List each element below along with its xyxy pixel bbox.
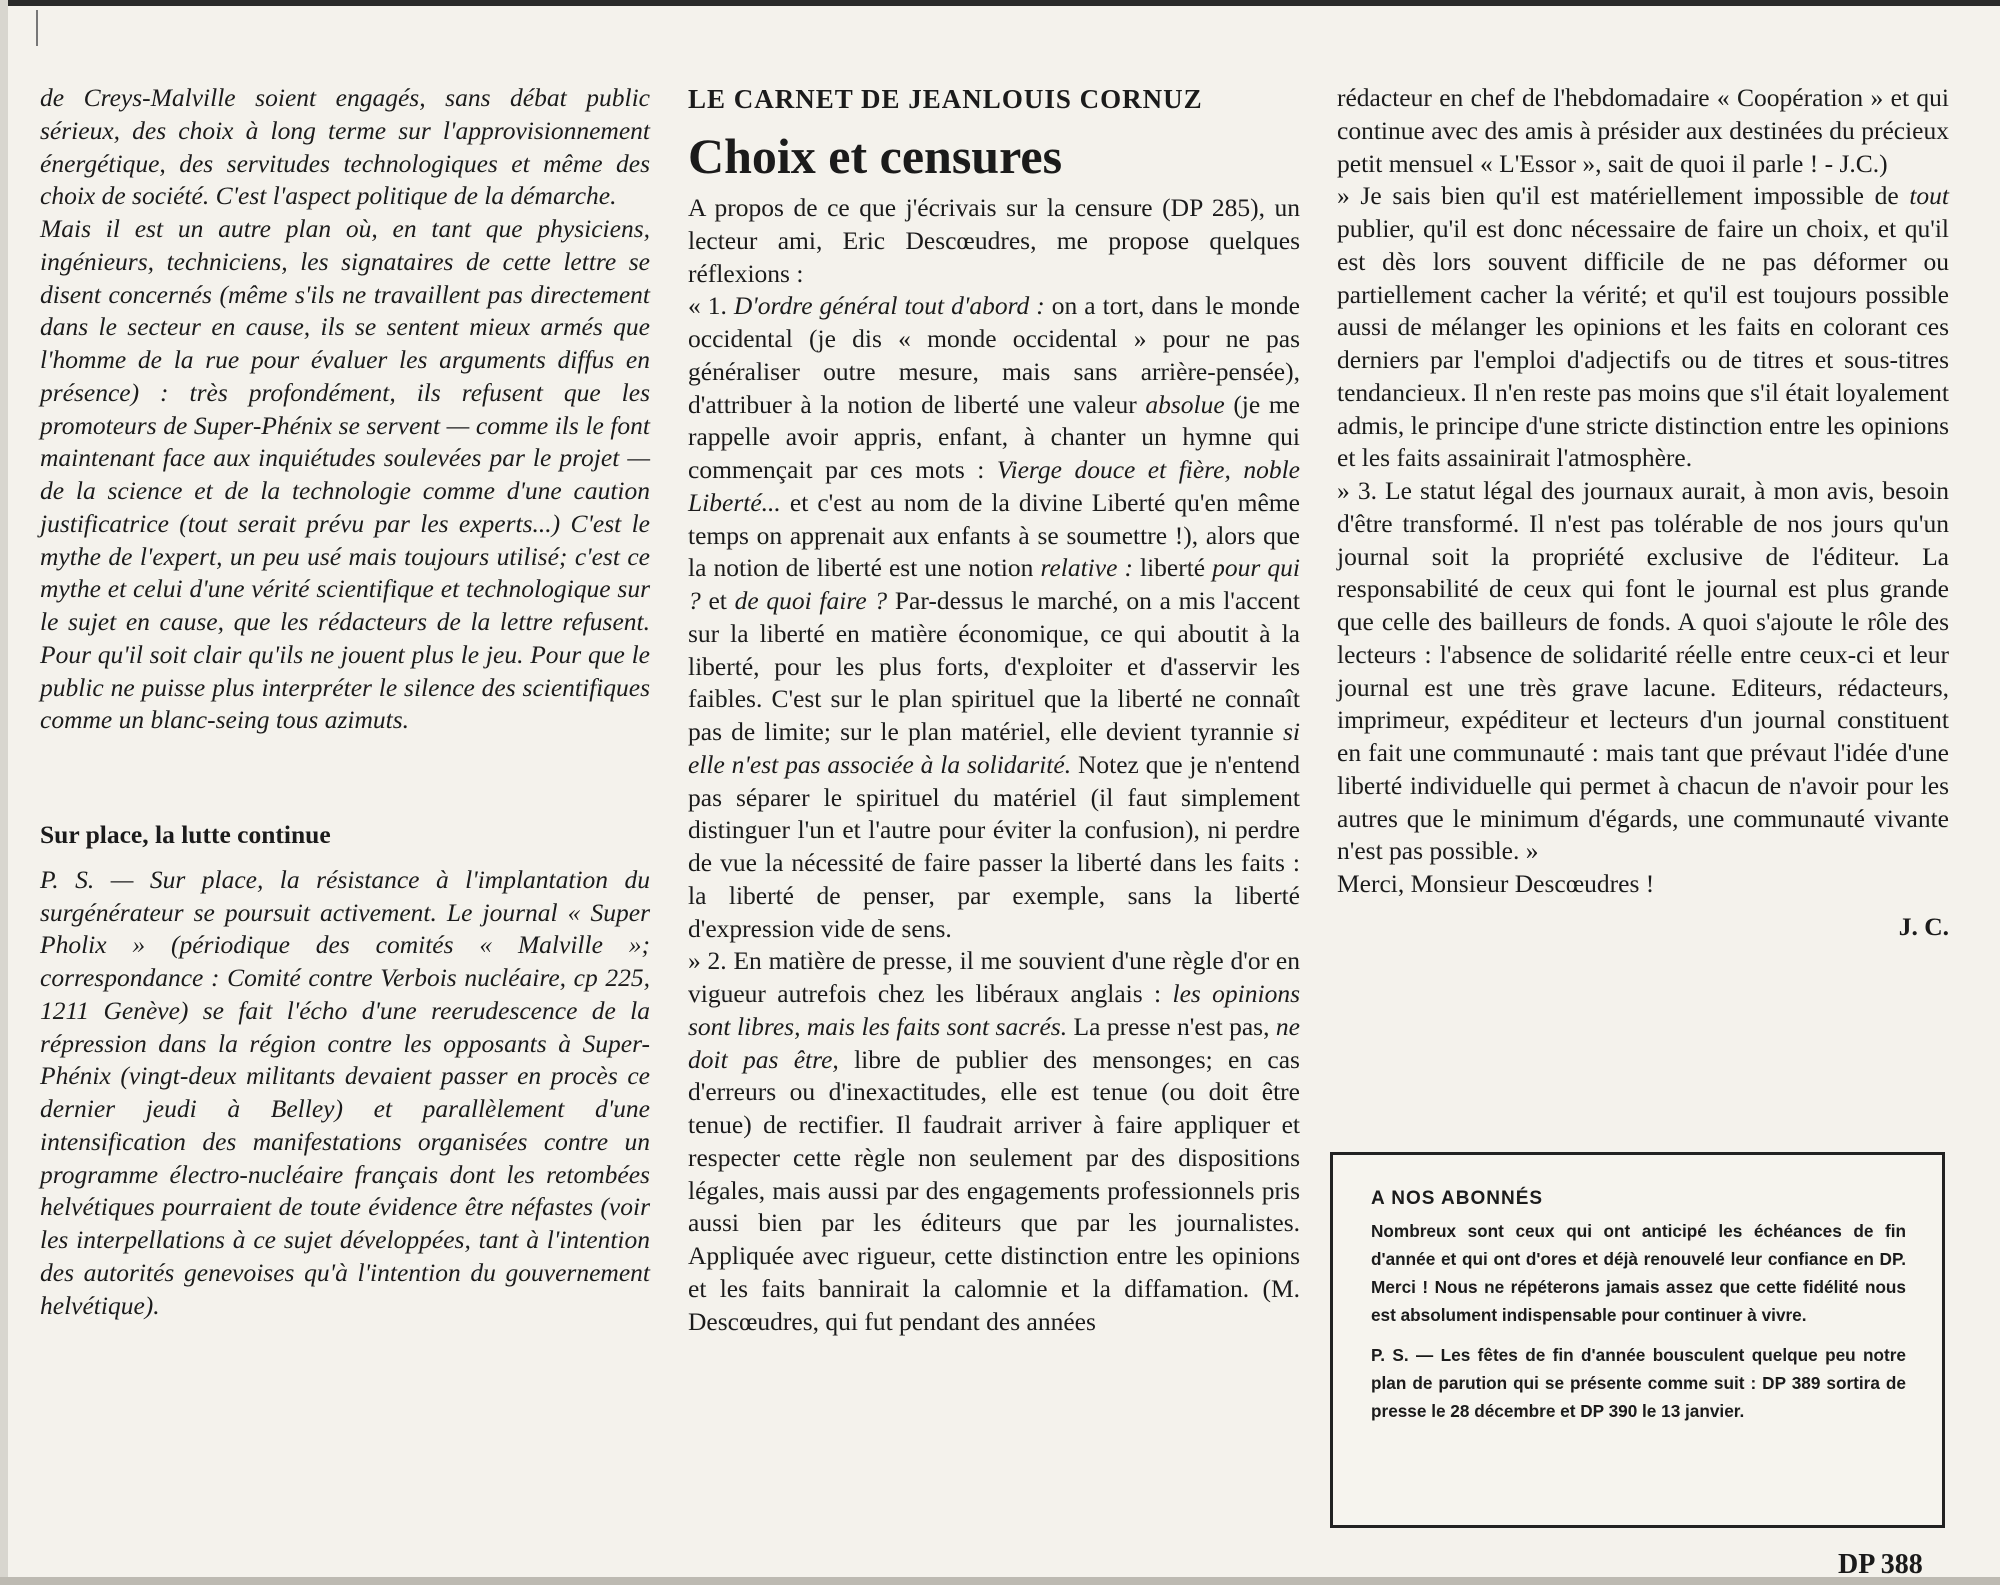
margin-mark — [36, 10, 38, 46]
point-1-text-3: et c'est au nom de la divine Liberté qu'en même temps on apprenait aux enfants à se soumettre !), alors que la notion de liberté est une notion — [688, 487, 1300, 583]
left-column — [40, 82, 650, 1322]
point-3-paragraph: » 3. Le statut légal des journaux aurait, à mon avis, besoin d'être transformé. Il n'est pas tolérable de nos jours qu'un journal soit la propriété exclusive de l'éditeur. La responsabilité de ceux qui font le journal est plus grande que celle des bailleurs de fonds. A quoi s'ajoute le rôle des lecteurs : l'absence de solidarité réelle entre ceux-ci et leur journal est une très grave lacune. Editeurs, rédacteurs, imprimeur, expéditeur et lecteurs d'un journal constituent en fait une communauté : mais tant que prévaut l'idée d'une liberté individuelle qui permet à chacun de n'avoir pour les autres que le minimum d'égards, une communauté vivante n'est pas possible. » — [1337, 476, 1949, 866]
point-1-lead: « 1. — [688, 291, 734, 321]
middle-column — [688, 82, 1300, 1338]
article-intro: A propos de ce que j'écrivais sur la censure (DP 285), un lecteur ami, Eric Descœudres, me propose quelques réflexions : — [688, 193, 1300, 288]
point-2-text-2: La presse n'est pas, — [1067, 1011, 1276, 1041]
bottom-edge — [0, 1577, 2000, 1585]
notice-title: A NOS ABONNÉS — [1371, 1188, 1544, 1209]
point-1-italic-1: D'ordre général tout d'abord : — [733, 291, 1045, 321]
point-2-text-3: libre de publier des mensonges; en cas d'erreurs ou d'inexactitudes, elle est tenue (ou doit être tenue) de rectifier. Il faudrait arriver à faire appliquer et respecter cette règle non seulement par des dispositions légales, mais aussi par des engagements professionnels pris aussi bien par les éditeurs que par les journalistes. Appliquée avec rigueur, cette distinction entre les opinions et les faits bannirait la calomnie et la diffamation. — [688, 1044, 1300, 1303]
column-kicker: LE CARNET DE JEANLOUIS CORNUZ — [688, 84, 1203, 114]
page-edge-shadow — [0, 0, 8, 1585]
point-2-italic-1: les opinions sont libres, mais les faits sont sacrés. — [688, 979, 1301, 1041]
point-1-italic-4: relative : — [1040, 553, 1133, 583]
point-1-italic-7: si elle n'est pas associée à la solidarité. — [688, 717, 1300, 779]
point-1-italic-5: pour qui ? — [688, 553, 1300, 615]
author-signature: J. C. — [1898, 911, 1949, 941]
thanks-line: Merci, Monsieur Descœudres ! — [1337, 869, 1655, 898]
reader-paragraph — [1337, 180, 1949, 475]
point-2-paragraph — [688, 945, 1300, 1338]
reader-italic: tout — [1909, 181, 1949, 211]
top-rule — [0, 0, 2000, 6]
point-1-italic-3: Vierge douce et fière, noble Liberté... — [688, 455, 1300, 517]
point-1-italic-2: absolue — [1145, 389, 1225, 419]
left-paragraph-2: Mais il est un autre plan où, en tant que physiciens, ingénieurs, techniciens, les signataires de cette lettre se disent concernés (même s'ils ne travaillent pas directement dans le secteur en cause, ils se sentent mieux armés que l'homme de la rue pour évaluer les arguments diffus en présence) : très profondément, ils refusent que les promoteurs de Super-Phénix se servent — comme ils le font maintenant face aux inquiétudes soulevées par le projet — de la science et de la technologie comme d'une caution justificatrice (tout serait prévu par les experts...) C'est le mythe de l'expert, un peu usé mais toujours utilisé; c'est ce mythe et celui d'une vérité scientifique et technologique sur le sujet en cause, que les rédacteurs de la lettre refusent. Pour qu'il soit clair qu'ils ne jouent plus le jeu. Pour que le public ne puisse plus interpréter le silence des scientifiques comme un blanc-seing tous azimuts. — [40, 214, 650, 735]
point-1-text-4: liberté — [1132, 553, 1213, 583]
point-1-text-2: (je me rappelle avoir appris, enfant, à chanter un hymne qui commençait par ces mots : — [688, 389, 1300, 484]
right-column — [1337, 82, 1949, 944]
point-1-paragraph — [688, 290, 1300, 945]
page-number: DP 388 — [1838, 1549, 1923, 1580]
point-2-text-1: » 2. En matière de presse, il me souvient d'une règle d'or en vigueur autrefois chez les libéraux anglais : — [688, 946, 1300, 1008]
point-1-text-1: on a tort, dans le monde occidental (je dis « monde occidental » pour ne pas généraliser outre mesure, mais sans arrière-pensée), d'attribuer à la notion de liberté une valeur — [688, 291, 1300, 419]
subscribers-notice-box — [1330, 1152, 1945, 1528]
postscript-paragraph: P. S. — Sur place, la résistance à l'implantation du surgénérateur se poursuit activement. Le journal « Super Pholix » (périodique des comités « Malville »; correspondance : Comité contre Verbois nucléaire, cp 225, 1211 Genève) se fait l'écho d'une reerudescence de la répression dans la région contre les opposants à Super-Phénix (vingt-deux militants devaient passer en procès ce dernier jeudi à Belley) et parallèlement d'une intensification des manifestations organisées contre un programme électro-nucléaire français dont les retombées helvétiques pourraient de toute évidence être néfastes (voir les interpellations à ce sujet développées, tant à l'intention des autorités genevoises qu'à l'intention du gouvernement helvétique). — [40, 864, 650, 1320]
point-2-italic-2: ne doit pas être, — [688, 1011, 1300, 1074]
article-headline: Choix et censures — [688, 128, 1063, 184]
reader-text-1: » Je sais bien qu'il est matériellement impossible de — [1337, 181, 1910, 211]
point-2-text-4: (M. Descœudres, qui fut pendant des années — [688, 1273, 1300, 1336]
section-subhead: Sur place, la lutte continue — [40, 820, 331, 849]
point-1-text-5: et — [700, 586, 735, 615]
notice-body: Nombreux sont ceux qui ont anticipé les échéances de fin d'année et qui ont d'ores et déjà renouvelé leur confiance en DP. Merci ! Nous ne répéterons jamais assez que cette fidélité nous est absolument indispensable pour continuer à vivre. — [1371, 1221, 1906, 1325]
left-paragraph-1: de Creys-Malville soient engagés, sans débat public sérieux, des choix à long terme sur l'approvisionnement énergétique, des servitudes technologiques et même des choix de société. C'est l'aspect politique de la démarche. — [40, 83, 650, 211]
notice-postscript: P. S. — Les fêtes de fin d'année bousculent quelque peu notre plan de parution qui se présente comme suit : DP 389 sortira de presse le 28 décembre et DP 390 le 13 janvier. — [1371, 1345, 1906, 1421]
reader-text-2: publier, qu'il est donc nécessaire de faire un choix, et qu'il est dès lors souvent difficile de ne pas déformer ou partiellement cacher la vérité; et qu'il est toujours possible aussi de mélanger les opinions et les faits en colorant ces derniers par l'emploi d'adjectifs ou de titres et sous-titres tendancieux. Il n'en reste pas moins que s'il était loyalement admis, le principe d'une stricte distinction entre les opinions et les faits assainirait l'atmosphère. — [1337, 214, 1949, 473]
point-1-italic-6: de quoi faire ? — [734, 586, 888, 615]
continuation-paragraph: rédacteur en chef de l'hebdomadaire « Coopération » et qui continue avec des amis à présider aux destinées du précieux petit mensuel « L'Essor », sait de quoi il parle ! - J.C.) — [1337, 83, 1949, 178]
point-1-text-7: Notez que je n'entend pas séparer le spirituel du matériel (il faut simplement distinguer l'un et l'autre pour éviter la confusion), ni perdre de vue la nécessité de faire passer la liberté dans les faits : la liberté de penser, par exemple, sans la liberté d'expression vide de sens. — [688, 749, 1300, 943]
point-1-text-6: Par-dessus le marché, on a mis l'accent sur la liberté en matière économique, ce qui aboutit à la liberté, pour les plus forts, d'exploiter et d'asservir les faibles. C'est sur le plan spirituel que la liberté ne connaît pas de limite; sur le plan matériel, elle devient tyrannie — [688, 586, 1300, 746]
